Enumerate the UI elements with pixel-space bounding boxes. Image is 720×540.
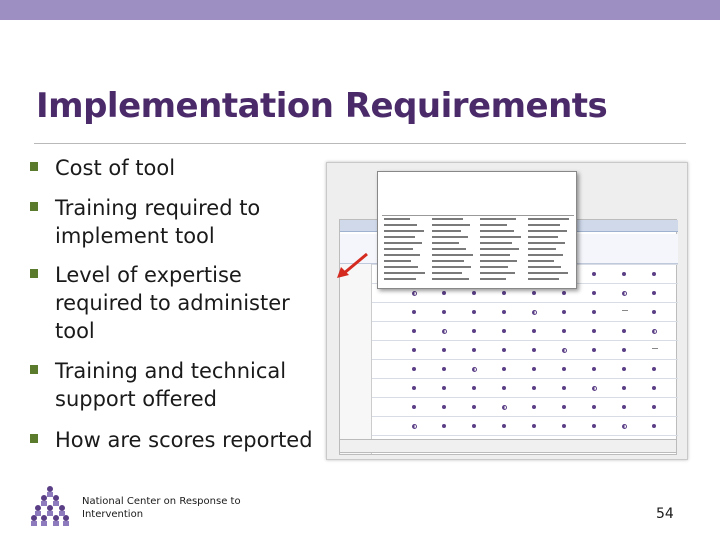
chart-rating-mark: [532, 291, 536, 295]
chart-row-divider: [372, 378, 678, 379]
bullet-text: Training and technical support offered: [55, 359, 287, 411]
chart-rating-mark: [442, 348, 446, 352]
chart-rating-mark: [412, 367, 416, 371]
bullet-marker-icon: [30, 269, 38, 278]
chart-rating-mark: [592, 386, 597, 391]
chart-rating-mark: [442, 367, 446, 371]
popup-text-line: [528, 278, 559, 280]
chart-rating-mark: [502, 367, 506, 371]
popup-text-line: [480, 272, 515, 274]
chart-rating-mark: [622, 424, 627, 429]
popup-text-line: [384, 272, 425, 274]
popup-text-line: [528, 236, 558, 238]
popup-text-line: [432, 236, 468, 238]
chart-rating-mark: [502, 424, 506, 428]
chart-rating-mark: [472, 329, 476, 333]
popup-text-line: [384, 254, 420, 256]
chart-rating-mark: [562, 329, 566, 333]
chart-legend-bar: [339, 439, 677, 453]
popup-text-line: [432, 218, 463, 220]
bullet-marker-icon: [30, 365, 38, 374]
chart-rating-mark: [562, 291, 566, 295]
popup-text-line: [528, 254, 563, 256]
chart-row-divider: [372, 321, 678, 322]
chart-rating-mark: [562, 424, 566, 428]
people-pyramid-logo-icon: [30, 484, 70, 528]
chart-rating-mark: [592, 291, 596, 295]
popup-text-line: [384, 248, 413, 250]
popup-text-line: [480, 218, 516, 220]
chart-rating-mark: [472, 291, 476, 295]
chart-rating-mark: [442, 329, 447, 334]
popup-text-line: [528, 260, 554, 262]
chart-rating-mark: [472, 405, 476, 409]
chart-rating-mark: [592, 310, 596, 314]
bullet-marker-icon: [30, 434, 38, 443]
chart-rating-mark: [592, 405, 596, 409]
bullet-marker-icon: [30, 162, 38, 171]
chart-rating-mark: [412, 310, 416, 314]
popup-text-line: [480, 242, 512, 244]
popup-text-line: [384, 224, 417, 226]
chart-rating-mark: [652, 329, 657, 334]
chart-row-divider: [372, 435, 678, 436]
chart-rating-mark: [622, 367, 626, 371]
chart-row-divider: [372, 340, 678, 341]
popup-text-line: [480, 236, 521, 238]
chart-rating-mark: [472, 348, 476, 352]
chart-rating-mark: [652, 424, 656, 428]
popup-text-line: [432, 266, 471, 268]
chart-rating-mark: [532, 367, 536, 371]
chart-rating-mark: [532, 386, 536, 390]
popup-text-line: [432, 260, 464, 262]
popup-text-line: [528, 248, 556, 250]
bullet-item: [30, 261, 325, 345]
chart-rating-mark: [532, 424, 536, 428]
chart-rating-mark: [412, 348, 416, 352]
chart-rating-mark: [532, 329, 536, 333]
chart-rating-mark: [442, 386, 446, 390]
chart-rating-mark: [622, 348, 626, 352]
bullet-text: Training required to implement tool: [55, 196, 261, 248]
chart-rating-mark: [412, 424, 417, 429]
chart-rating-mark: [622, 272, 626, 276]
chart-rating-mark: [592, 367, 596, 371]
chart-rating-mark: [592, 348, 596, 352]
popup-text-line: [528, 272, 568, 274]
chart-row-divider: [372, 302, 678, 303]
chart-rating-mark: [412, 386, 416, 390]
popup-text-line: [528, 266, 561, 268]
popup-text-line: [432, 254, 473, 256]
popup-text-line: [480, 248, 519, 250]
popup-text-line: [432, 278, 469, 280]
chart-rating-mark: [592, 272, 596, 276]
popup-body: [382, 218, 574, 286]
chart-rating-mark: [652, 386, 656, 390]
popup-text-line: [480, 266, 508, 268]
red-arrow-icon: [335, 250, 371, 280]
popup-text-line: [384, 218, 410, 220]
bullet-text: Cost of tool: [55, 156, 176, 180]
chart-rating-mark: [442, 291, 446, 295]
bullet-item: [30, 357, 320, 413]
chart-rating-mark: [652, 310, 656, 314]
page-number: 54: [656, 506, 674, 522]
popup-text-line: [432, 230, 461, 232]
top-accent-bar: [0, 0, 720, 20]
chart-rating-mark: [652, 367, 656, 371]
chart-rating-mark: [502, 405, 507, 410]
bullet-text: Level of expertise required to administer tool: [55, 263, 290, 343]
chart-rating-mark: [562, 348, 567, 353]
chart-rating-mark: [532, 310, 537, 315]
chart-rating-mark: [472, 424, 476, 428]
bullet-item: [30, 154, 330, 182]
popup-header: [382, 186, 574, 216]
chart-rating-mark: [532, 405, 536, 409]
popup-text-line: [432, 248, 466, 250]
chart-rating-mark: [592, 424, 596, 428]
chart-rating-mark: [412, 291, 417, 296]
chart-rating-mark: [502, 348, 506, 352]
popup-text-line: [480, 278, 506, 280]
detail-popup: [377, 171, 577, 289]
chart-rating-mark: [502, 310, 506, 314]
chart-rating-mark: [562, 367, 566, 371]
popup-text-line: [432, 224, 470, 226]
popup-text-line: [384, 260, 411, 262]
chart-rating-mark: [622, 291, 627, 296]
chart-rating-mark: [502, 291, 506, 295]
chart-rating-mark: [562, 405, 566, 409]
title-divider: [34, 143, 686, 144]
chart-row-divider: [372, 416, 678, 417]
chart-rating-mark: [562, 310, 566, 314]
chart-rows: [372, 264, 678, 454]
chart-rating-mark: [442, 424, 446, 428]
popup-text-line: [480, 260, 517, 262]
chart-rating-mark: [502, 329, 506, 333]
chart-rating-mark: [532, 348, 536, 352]
chart-rating-mark: [502, 386, 506, 390]
bullet-item: [30, 194, 300, 250]
bullet-marker-icon: [30, 202, 38, 211]
popup-text-line: [384, 266, 418, 268]
popup-text-line: [384, 278, 416, 280]
chart-rating-mark: [652, 405, 656, 409]
popup-text-line: [432, 242, 459, 244]
chart-rating-mark: [622, 405, 626, 409]
chart-rating-mark: [472, 310, 476, 314]
org-name: National Center on Response to Intervention: [82, 496, 241, 520]
chart-row-divider: [372, 359, 678, 360]
chart-rating-mark: [472, 367, 477, 372]
popup-text-line: [384, 242, 422, 244]
chart-rating-mark: [562, 386, 566, 390]
chart-rating-mark: [622, 310, 628, 311]
chart-rating-mark: [622, 329, 626, 333]
popup-text-line: [528, 218, 569, 220]
chart-rating-mark: [412, 329, 416, 333]
chart-rating-mark: [442, 310, 446, 314]
popup-text-line: [384, 230, 424, 232]
chart-rating-mark: [412, 405, 416, 409]
chart-rating-mark: [652, 272, 656, 276]
popup-text-line: [480, 224, 507, 226]
chart-rating-mark: [442, 405, 446, 409]
chart-rating-mark: [472, 386, 476, 390]
slide-title: Implementation Requirements: [36, 86, 608, 126]
chart-row-divider: [372, 397, 678, 398]
popup-text-line: [480, 230, 514, 232]
chart-rating-mark: [652, 348, 658, 349]
popup-text-line: [528, 242, 565, 244]
chart-rating-mark: [652, 291, 656, 295]
popup-text-line: [384, 236, 415, 238]
bullet-text: How are scores reported: [55, 428, 313, 452]
chart-rating-mark: [592, 329, 596, 333]
chart-rating-mark: [622, 386, 626, 390]
popup-text-line: [480, 254, 510, 256]
tools-chart-screenshot: [326, 162, 688, 460]
popup-text-line: [528, 230, 567, 232]
bullet-item: [30, 426, 340, 454]
tool-column: [340, 264, 372, 454]
popup-text-line: [528, 224, 560, 226]
popup-text-line: [432, 272, 462, 274]
